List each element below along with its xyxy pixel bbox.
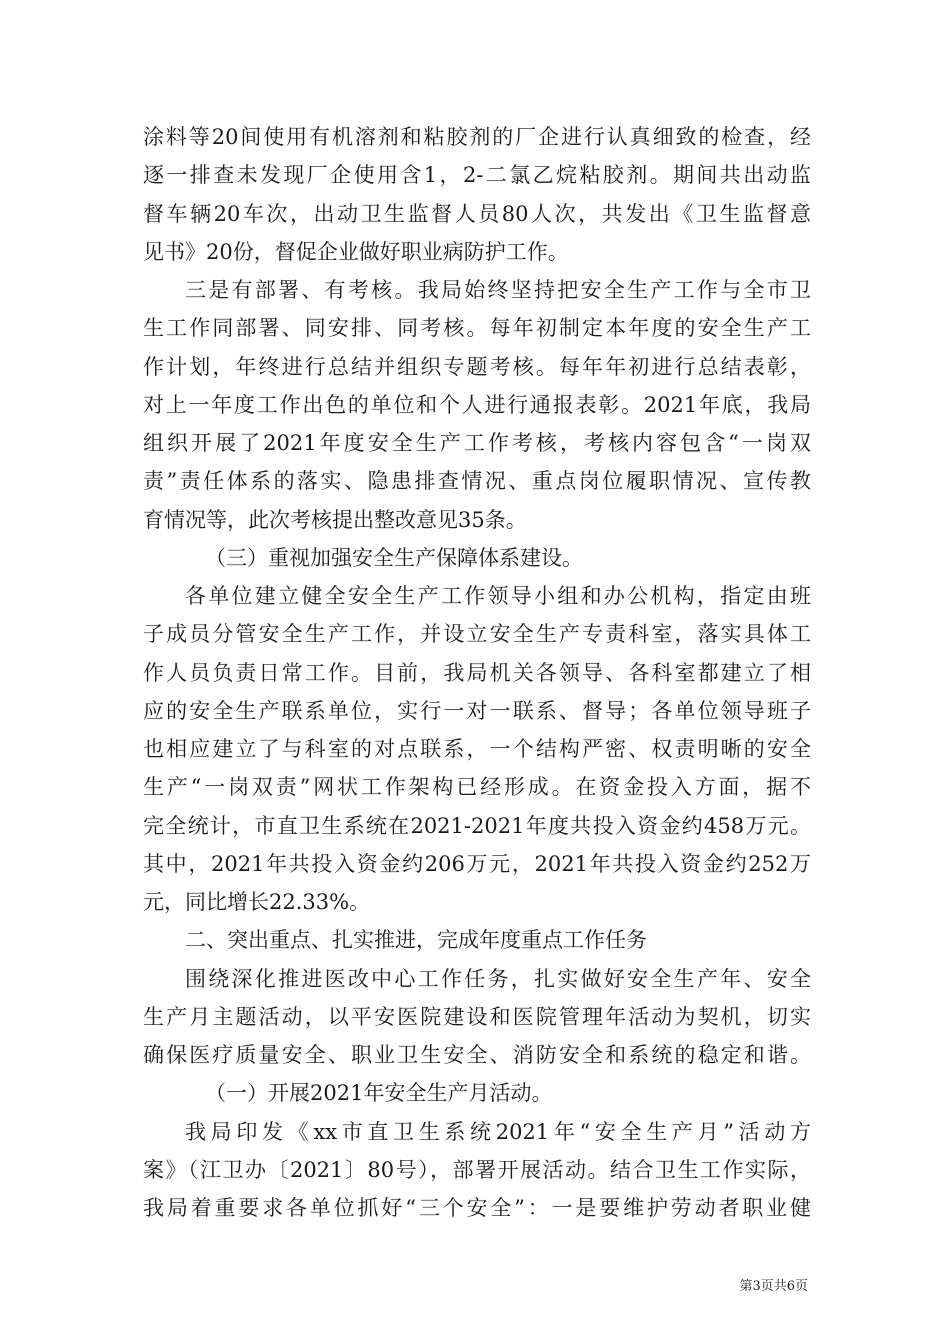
text-line: 元，同比增长22.33%。 [143,890,371,914]
text-line: 涂料等20间使用有机溶剂和粘胶剂的厂企进行认真细致的检查，经 [143,125,811,149]
paragraph-start-line: 我局印发《xx市直卫生系统2021年“安全生产月”活动方 [185,1119,811,1144]
text-line: 案》（江卫办〔2021〕80号），部署开展活动。结合卫生工作实际， [143,1157,811,1182]
text-line: 见书》20份，督促企业做好职业病防护工作。 [143,239,569,264]
text-line: 子成员分管安全生产工作，并设立安全生产专责科室，落实具体工 [143,622,811,647]
section-heading: （三）重视加强安全生产保障体系建设。 [205,545,583,570]
text-line: 生工作同部署、同安排、同考核。每年初制定本年度的安全生产工 [143,316,811,341]
text-line: 生产“一岗双责”网状工作架构已经形成。在资金投入方面，据不 [143,775,811,800]
text-line: 确保医疗质量安全、职业卫生安全、消防安全和系统的稳定和谐。 [143,1043,811,1067]
text-line: 我局着重要求各单位抓好“三个安全”：一是要维护劳动者职业健 [143,1196,811,1220]
paragraph-start-line: 三是有部署、有考核。我局始终坚持把安全生产工作与全市卫 [185,278,811,302]
text-line: 督车辆20车次，出动卫生监督人员80人次，共发出《卫生监督意 [143,201,811,226]
text-line: 作计划，年终进行总结并组织专题考核。每年年初进行总结表彰， [143,354,811,379]
section-heading: 二、突出重点、扎实推进，完成年度重点工作任务 [185,928,647,953]
text-line: 也相应建立了与科室的对点联系，一个结构严密、权责明晰的安全 [143,737,811,761]
text-line: 完全统计，市直卫生系统在2021-2021年度共投入资金约458万元。 [143,813,811,838]
text-line: 对上一年度工作出色的单位和个人进行通报表彰。2021年底，我局 [143,392,811,417]
text-line: 生产月主题活动，以平安医院建设和医院管理年活动为契机，切实 [143,1004,811,1029]
section-heading: （一）开展2021年安全生产月活动。 [205,1081,553,1106]
paragraph-start-line: 各单位建立健全安全生产工作领导小组和办公机构，指定由班 [185,584,811,608]
text-line: 其中，2021年共投入资金约206万元，2021年共投入资金约252万 [143,851,811,876]
paragraph-start-line: 围绕深化推进医改中心工作任务，扎实做好安全生产年、安全 [185,966,811,991]
text-line: 作人员负责日常工作。目前，我局机关各领导、各科室都建立了相 [143,660,811,685]
page-number-footer: 第3页共6页 [739,1279,808,1294]
text-line: 逐一排查未发现厂企使用含1，2-二氯乙烷粘胶剂。期间共出动监 [143,163,811,188]
body-text [143,118,811,1227]
text-line: 育情况等，此次考核提出整改意见35条。 [143,507,527,532]
text-line: 责”责任体系的落实、隐患排查情况、重点岗位履职情况、宣传教 [143,469,811,494]
text-line: 组织开展了2021年度安全生产工作考核，考核内容包含“一岗双 [143,431,811,455]
text-line: 应的安全生产联系单位，实行一对一联系、督导；各单位领导班子 [143,698,811,723]
